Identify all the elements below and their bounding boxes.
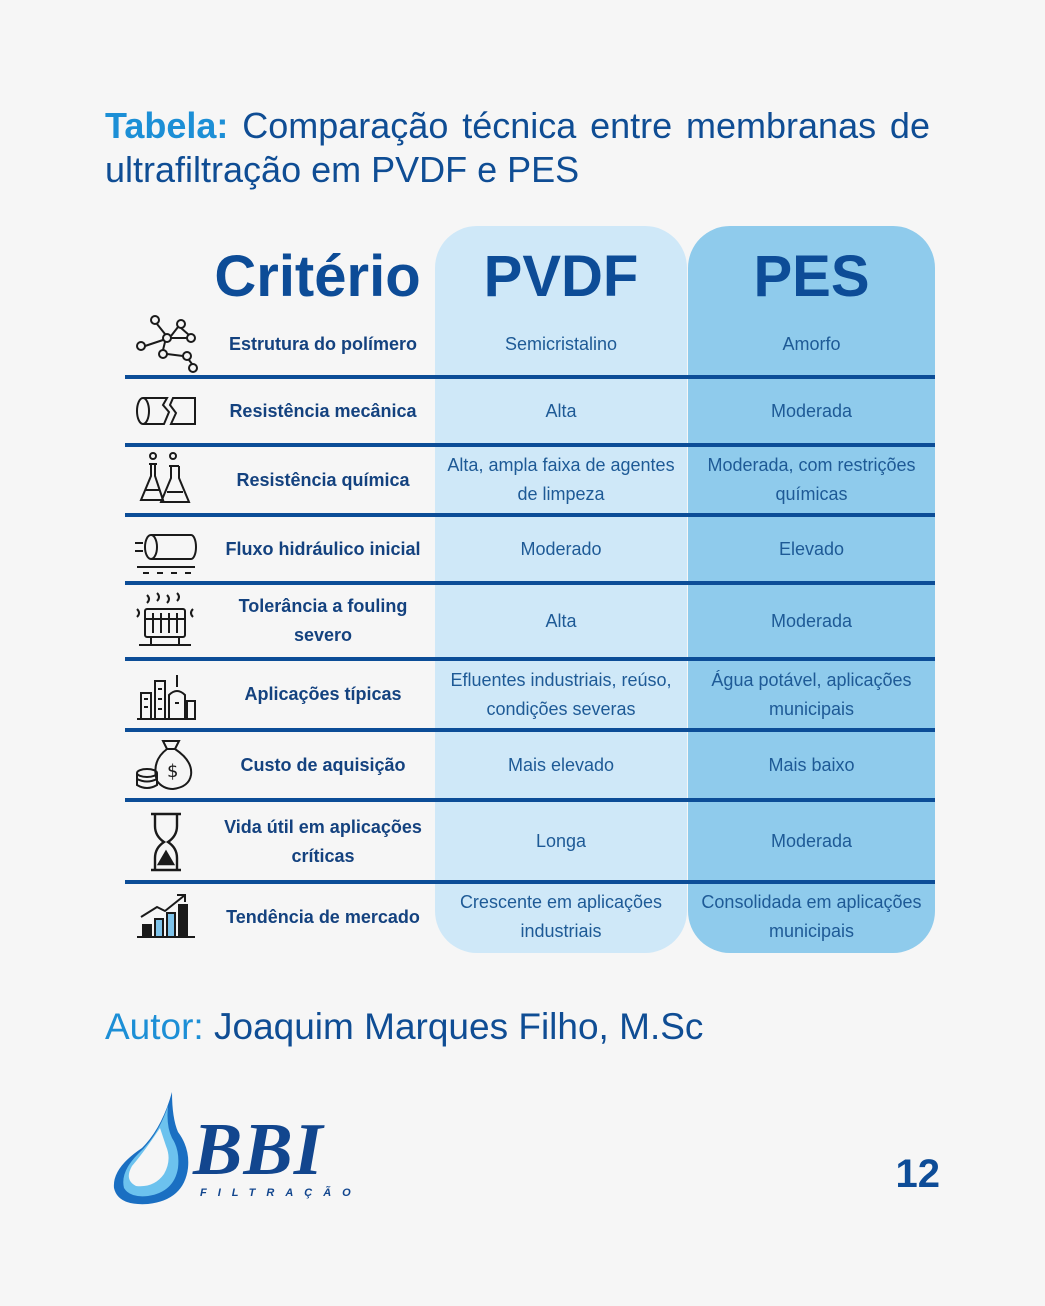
pvdf-value: Semicristalino (504, 333, 618, 354)
author-line (105, 1003, 703, 1051)
page-title (105, 104, 930, 192)
fouling-filter-icon (125, 585, 207, 657)
criterion-label: Resistência mecânica (229, 400, 417, 421)
pes-value: Moderada (770, 831, 853, 851)
pvdf-value: Alta (545, 610, 577, 631)
pvdf-value: Efluentes industriais, reúso, condições severas (450, 669, 672, 719)
brand-subtitle: FILTRAÇÃO (200, 1187, 362, 1199)
table-row (125, 732, 935, 798)
table-row (125, 884, 935, 950)
criterion-label: Resistência química (236, 469, 410, 490)
pipe-flow-icon (125, 517, 207, 581)
header-criterion: Critério (214, 244, 421, 309)
pes-value: Moderada (770, 400, 853, 421)
pvdf-value: Mais elevado (507, 754, 615, 775)
pvdf-value: Alta (545, 400, 577, 421)
industrial-plant-icon (125, 661, 207, 728)
pvdf-value: Crescente em aplicações industriais (459, 892, 663, 941)
table-row (125, 379, 935, 443)
header-pvdf: PVDF (483, 244, 639, 309)
brand-name: BBI (193, 1109, 324, 1191)
pes-value: Mais baixo (768, 754, 855, 775)
criterion-label: Fluxo hidráulico inicial (225, 538, 421, 559)
criterion-label: Aplicações típicas (244, 684, 402, 704)
criterion-label: Estrutura do polímero (228, 333, 417, 354)
pes-value: Moderada, com restrições químicas (707, 455, 916, 504)
pvdf-value: Longa (535, 831, 587, 851)
growth-chart-icon (125, 884, 207, 950)
broken-pipe-icon (125, 379, 207, 443)
money-bag-icon (125, 732, 207, 798)
criterion-label: Vida útil em aplicações críticas (224, 816, 422, 866)
table-row (125, 585, 935, 657)
title-text: Comparação técnica entre membranas de ultrafiltração em PVDF e PES (105, 105, 930, 190)
author-lead: Autor: (105, 1006, 204, 1047)
pes-value: Água potável, aplicações municipais (711, 669, 912, 719)
table-row (125, 312, 935, 376)
author-name: Joaquim Marques Filho, M.Sc (214, 1006, 704, 1047)
pes-value: Amorfo (782, 333, 841, 354)
table-row (125, 661, 935, 728)
table-row (125, 517, 935, 581)
criterion-label: Custo de aquisição (240, 754, 406, 775)
page-number: 12 (895, 1152, 940, 1196)
header-pes: PES (753, 244, 870, 309)
lab-flasks-icon (125, 447, 207, 513)
pes-value: Consolidada em aplicações municipais (701, 892, 922, 941)
pvdf-value: Alta, ampla faixa de agentes de limpeza (447, 455, 675, 504)
criterion-label: Tolerância a fouling severo (238, 596, 408, 645)
pes-value: Elevado (778, 538, 845, 559)
title-lead: Tabela: (105, 105, 229, 146)
svg-text:$: $ (167, 761, 179, 782)
table-row (125, 802, 935, 881)
criterion-label: Tendência de mercado (226, 906, 420, 927)
molecule-icon (125, 312, 207, 376)
pes-value: Moderada (770, 610, 853, 631)
hourglass-icon (125, 802, 207, 881)
pvdf-value: Moderado (520, 538, 602, 559)
table-row (125, 447, 935, 513)
